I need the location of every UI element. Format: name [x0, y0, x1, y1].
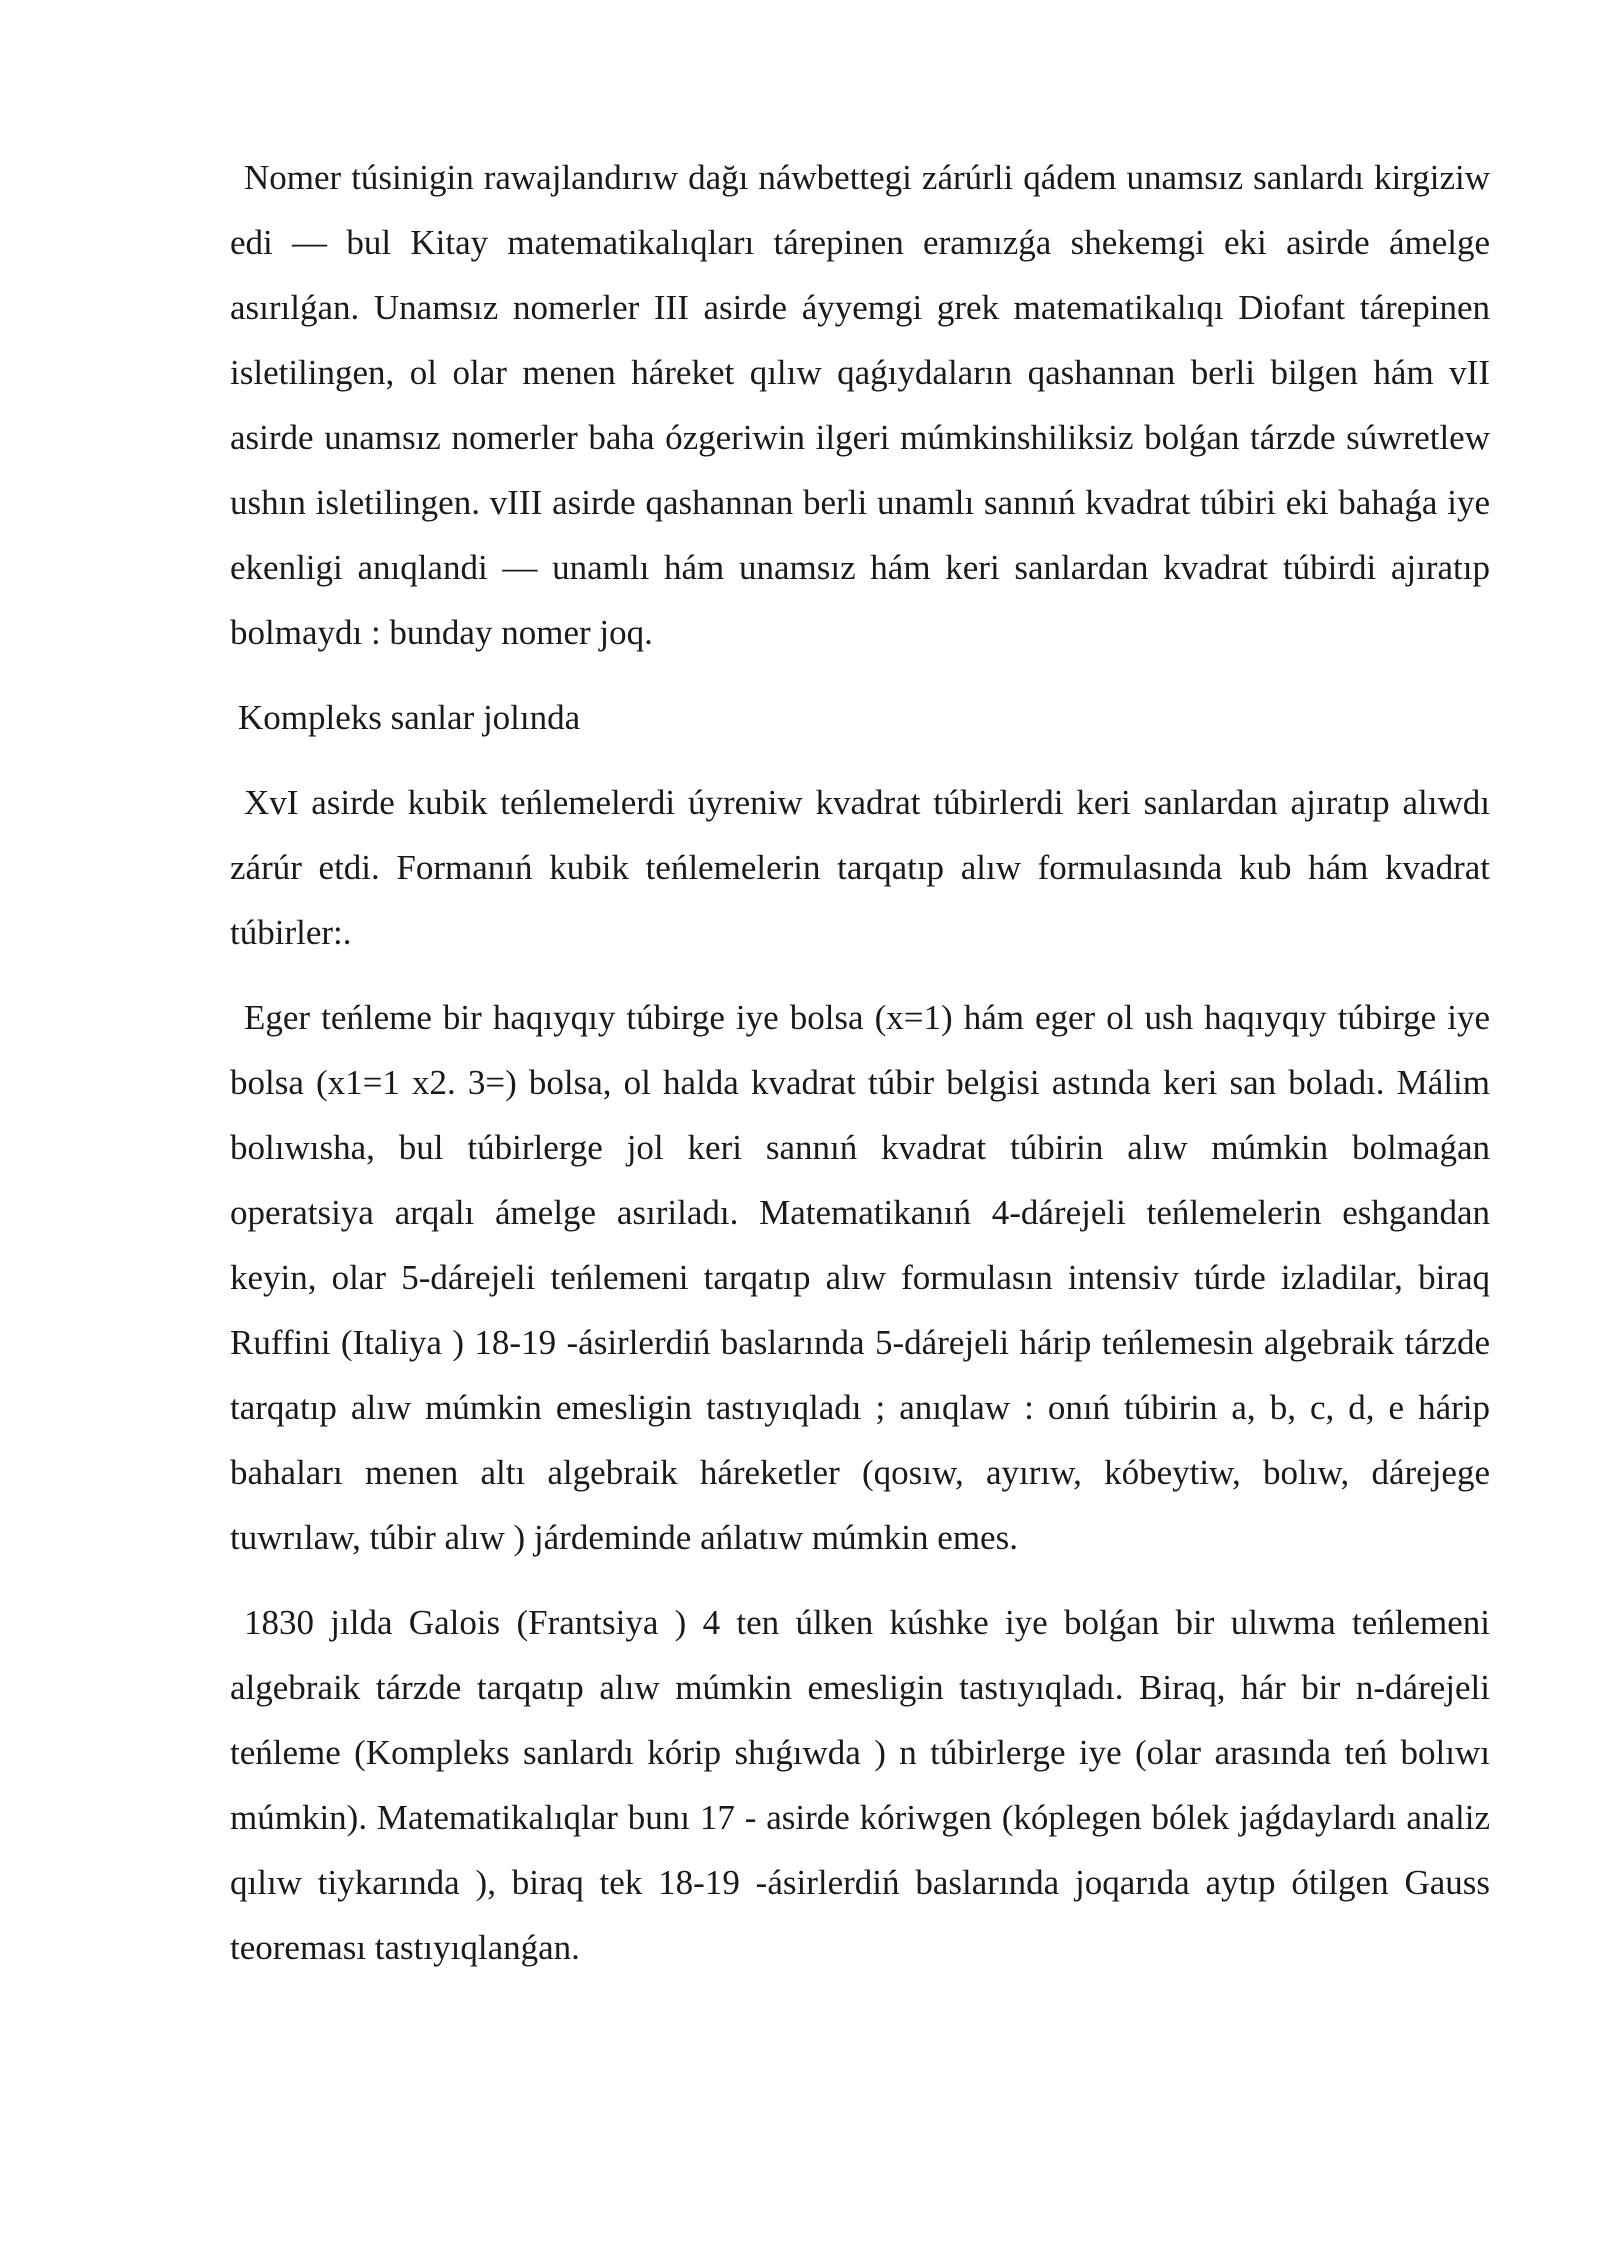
section-heading: Kompleks sanlar jolında	[238, 698, 581, 737]
document-page	[230, 145, 1490, 1980]
paragraph-galois: 1830 jılda Galois (Frantsiya ) 4 ten úlken kúshke iye bolǵan bir ulıwma teńlemeni algebraik tárzde tarqatıp alıw múmkin emesligin tastıyıqladı. Biraq, hár bir n-dárejeli teńleme (Kompleks sanlardı kórip shıǵıwda ) n túbirlerge iye (olar arasında teń bolıwı múmkin). Matematikalıqlar bunı 17 - asirde kóriwgen (kóplegen bólek jaǵdaylardı analiz qılıw tiykarında ), biraq tek 18-19 -ásirlerdiń baslarında joqarıda aytıp ótilgen Gauss teoreması tastıyıqlanǵan.	[230, 1603, 1490, 1967]
paragraph-negative-numbers: Nomer túsinigin rawajlandırıw dağı náwbettegi zárúrli qádem unamsız sanlardı kirgiziw edi — bul Kitay matematikalıqları tárepinen eramızǵa shekemgi eki asirde ámelge asırılǵan. Unamsız nomerler III asirde áyyemgi grek matematikalıqı Diofant tárepinen isletilingen, ol olar menen háreket qılıw qaǵıydaların qashannan berli bilgen hám vII asirde unamsız nomerler baha ózgeriwin ilgeri múmkinshiliksiz bolǵan tárzde súwretlew ushın isletilingen. vIII asirde qashannan berli unamlı sannıń kvadrat túbiri eki bahaǵa iye ekenligi anıqlandi — unamlı hám unamsız hám keri sanlardan kvadrat túbirdi ajıratıp bolmaydı : bunday nomer joq.	[230, 158, 1490, 652]
paragraph-cubic-equations: XvI asirde kubik teńlemelerdi úyreniw kvadrat túbirlerdi keri sanlardan ajıratıp alıwdı zárúr etdi. Formanıń kubik teńlemelerin tarqatıp alıw formulasında kub hám kvadrat túbirler:.	[230, 783, 1490, 952]
paragraph-real-roots: Eger teńleme bir haqıyqıy túbirge iye bolsa (x=1) hám eger ol ush haqıyqıy túbirge iye bolsa (x1=1 x2. 3=) bolsa, ol halda kvadrat túbir belgisi astında keri san boladı. Málim bolıwısha, bul túbirlerge jol keri sannıń kvadrat túbirin alıw múmkin bolmaǵan operatsiya arqalı ámelge asıriladı. Matematikanıń 4-dárejeli teńlemelerin eshgandan keyin, olar 5-dárejeli teńlemeni tarqatıp alıw formulasın intensiv túrde izladilar, biraq Ruffini (Italiya ) 18-19 -ásirlerdiń baslarında 5-dárejeli hárip teńlemesin algebraik tárzde tarqatıp alıw múmkin emesligin tastıyıqladı ; anıqlaw : onıń túbirin a, b, c, d, e hárip bahaları menen altı algebraik háreketler (qosıw, ayırıw, kóbeytiw, bolıw, dárejege tuwrılaw, túbir alıw ) járdeminde ańlatıw múmkin emes.	[230, 998, 1490, 1557]
